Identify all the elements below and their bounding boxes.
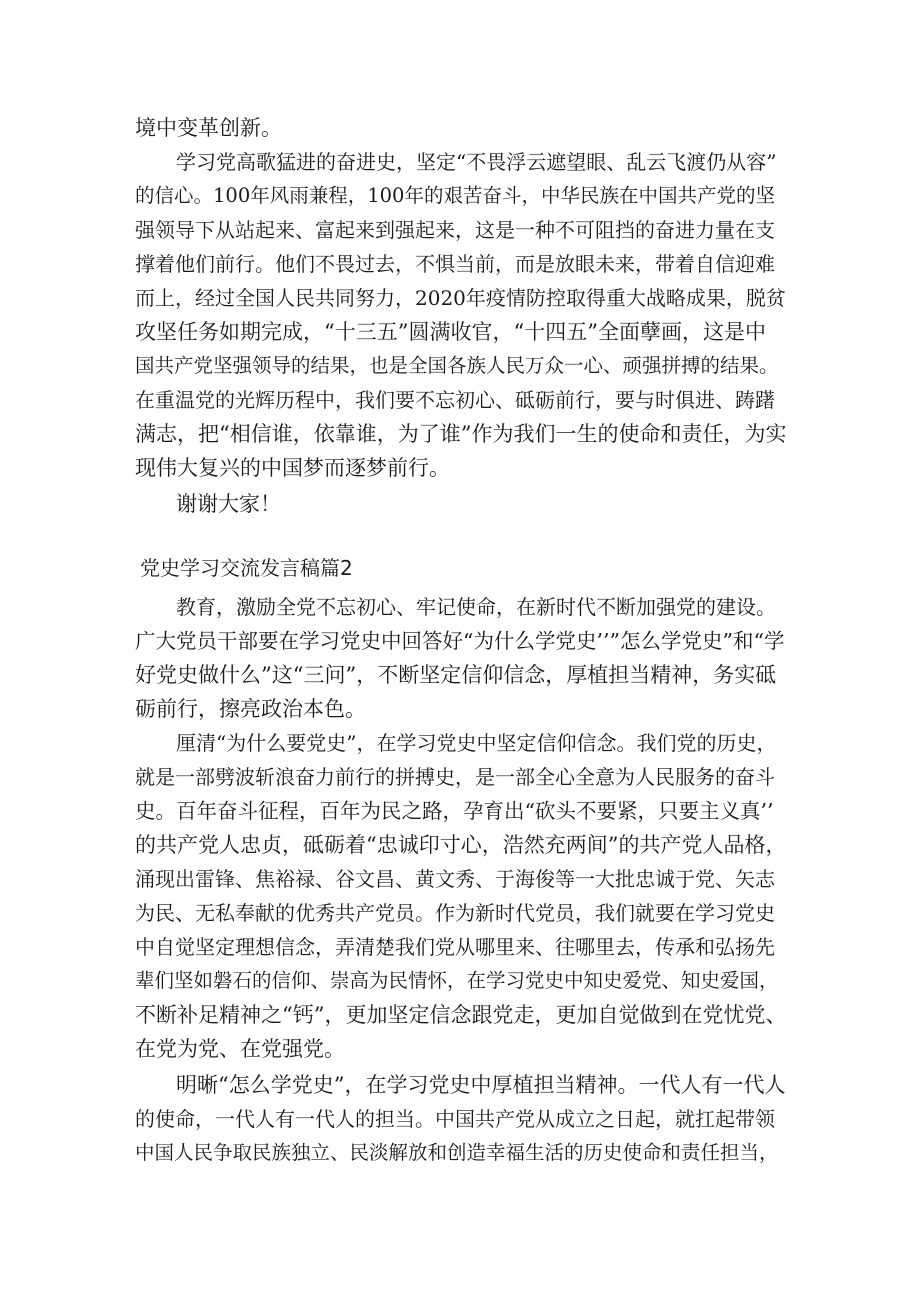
paragraph-line: 境中变革创新。 <box>135 116 282 140</box>
paragraph-line: 攻坚任务如期完成，“十三五”圆满收官，“十四五”全面孽画，这是中 <box>135 320 766 344</box>
paragraph-line: 广大党员干部要在学习党史中回答好“为什么学党史’’”怎么学党史”和“学 <box>135 629 785 653</box>
paragraph-line: 现伟大复兴的中国梦而逐梦前行。 <box>135 456 450 480</box>
paragraph-line: 强领导下从站起来、富起来到强起来，这是一种不可阻挡的奋进力量在支 <box>135 218 775 242</box>
paragraph-line: 教育，激励全党不忘初心、牢记使命，在新时代不断加强党的建设。 <box>176 595 776 619</box>
paragraph-line: 学习党高歌猛进的奋进史，坚定“不畏浮云遮望眼、乱云飞渡仍从容” <box>176 150 777 174</box>
paragraph-line: 好党史做什么”这“三问”，不断坚定信仰信念，厚植担当精神，务实砥 <box>135 663 777 687</box>
paragraph-line: 厘清“为什么要党史”，在学习党史中坚定信仰信念。我们党的历史， <box>176 731 777 755</box>
section-heading: 党史学习交流发言稿篇2 <box>140 556 353 580</box>
paragraph-line: 国共产党坚强领导的结果，也是全国各族人民万众一心、顽强拼搏的结果。 <box>135 354 779 377</box>
paragraph-line: 在党为党、在党强党。 <box>135 1037 345 1061</box>
paragraph-line: 撑着他们前行。他们不畏过去，不惧当前，而是放眼未来，带着自信迎难 <box>135 252 775 276</box>
paragraph-line: 明晰“怎么学党史”，在学习党史中厚植担当精神。一代人有一代人 <box>176 1073 786 1097</box>
paragraph-line: 砺前行，擦亮政治本色。 <box>135 697 366 721</box>
paragraph-line: 史。百年奋斗征程，百年为民之路，孕育出“砍头不要紧，只要主义真’’ <box>135 799 774 823</box>
closing-line: 谢谢大家！ <box>176 492 281 516</box>
paragraph-line: 涌现出雷锋、焦裕禄、谷文昌、黄文秀、于海俊等一大批忠诚于党、矢志 <box>135 867 775 891</box>
paragraph-line: 为民、无私奉献的优秀共产党员。作为新时代党员，我们就要在学习党史 <box>135 901 775 925</box>
paragraph-line: 满志，把“相信谁，依靠谁，为了谁”作为我们一生的使命和责任，为实 <box>135 422 787 446</box>
paragraph-line: 不断补足精神之“钙”，更加坚定信念跟党走，更加自觉做到在党忧党、 <box>135 1003 787 1027</box>
paragraph-line: 的信心。100年风雨兼程，100年的艰苦奋斗，中华民族在中国共产党的坚 <box>135 184 775 207</box>
paragraph-line: 的使命，一代人有一代人的担当。中国共产党从成立之日起，就扛起带领 <box>135 1107 775 1131</box>
paragraph-line: 就是一部劈波斩浪奋力前行的拼搏史，是一部全心全意为人民服务的奋斗 <box>135 765 775 789</box>
paragraph-line: 的共产党人忠贞，砥砺着“忠诚印寸心，浩然充两间”的共产党人品格， <box>135 833 787 857</box>
paragraph-line: 在重温党的光辉历程中，我们要不忘初心、砥砺前行，要与时俱进、踌躇 <box>135 388 775 412</box>
paragraph-line: 中国人民争取民族独立、民淡解放和创造幸福生活的历史使命和责任担当， <box>135 1141 779 1164</box>
paragraph-line: 辈们坚如磐石的信仰、崇高为民情怀，在学习党史中知史爱党、知史爱国， <box>135 969 779 992</box>
paragraph-line: 中自觉坚定理想信念，弄清楚我们党从哪里来、往哪里去，传承和弘扬先 <box>135 935 775 959</box>
paragraph-line: 而上，经过全国人民共同努力，2020年疫情防控取得重大战略成果，脱贫 <box>135 286 786 310</box>
